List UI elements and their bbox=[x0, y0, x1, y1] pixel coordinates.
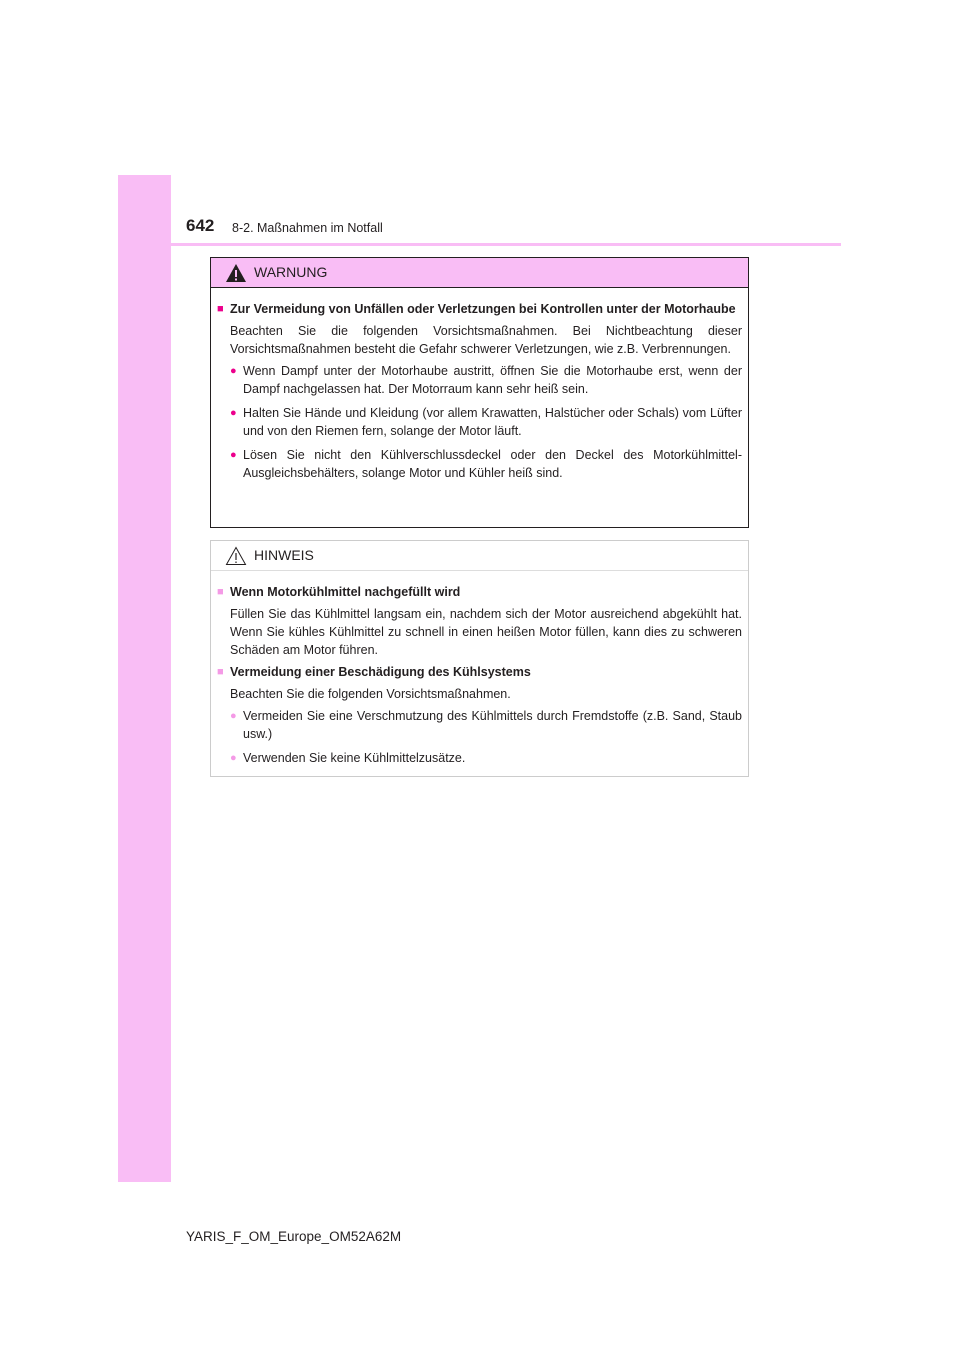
section-title: 8-2. Maßnahmen im Notfall bbox=[232, 221, 383, 235]
caution-triangle-icon bbox=[225, 546, 247, 566]
warning-triangle-icon bbox=[225, 263, 247, 283]
note-box bbox=[210, 540, 749, 777]
note-heading-text: Wenn Motorkühlmittel nachgefüllt wird bbox=[230, 585, 461, 599]
list-item bbox=[217, 446, 742, 482]
warning-title: WARNUNG bbox=[254, 264, 328, 280]
note-paragraph-2: Beachten Sie die folgenden Vorsichtsmaßnahmen. bbox=[230, 687, 511, 701]
list-item-text: Halten Sie Hände und Kleidung (vor allem Krawatten, Halstücher oder Schals) vom Lüfter und von den Riemen fern, solange der Motor läuft. bbox=[243, 406, 742, 438]
list-item bbox=[217, 404, 742, 440]
warning-paragraph: Beachten Sie die folgenden Vorsichtsmaßnahmen. Bei Nichtbeachtung dieser Vorsichtsmaßnahmen besteht die Gefahr schwerer Verletzungen, wie z.B. Verbrennungen. bbox=[230, 324, 742, 356]
square-bullet-icon: ■ bbox=[217, 586, 224, 598]
list-item-text: Vermeiden Sie eine Verschmutzung des Kühlmittels durch Fremdstoffe (z.B. Sand, Staub usw.) bbox=[243, 709, 742, 741]
warning-heading-text: Zur Vermeidung von Unfällen oder Verletzungen bei Kontrollen unter der Motorhaube bbox=[230, 302, 736, 316]
note-title: HINWEIS bbox=[254, 547, 314, 563]
note-heading-text: Vermeidung einer Beschädigung des Kühlsystems bbox=[230, 665, 531, 679]
circle-bullet-icon: ● bbox=[230, 365, 237, 377]
list-item bbox=[217, 749, 742, 767]
square-bullet-icon: ■ bbox=[217, 666, 224, 678]
note-body bbox=[211, 571, 748, 767]
document-code: YARIS_F_OM_Europe_OM52A62M bbox=[186, 1229, 402, 1244]
warning-body bbox=[211, 288, 748, 482]
header-rule bbox=[118, 243, 841, 246]
list-item-text: Wenn Dampf unter der Motorhaube austritt, öffnen Sie die Motorhaube erst, wenn der Dampf nachgelassen hat. Der Motorraum kann sehr heiß sein. bbox=[243, 364, 742, 396]
note-paragraph-1: Füllen Sie das Kühlmittel langsam ein, nachdem sich der Motor ausreichend abgekühlt hat. Wenn Sie kühles Kühlmittel zu schnell in einen heißen Motor füllen, kann dies zu schweren Schäden am Motor führen. bbox=[230, 607, 742, 657]
note-header bbox=[211, 541, 748, 571]
list-item-text: Lösen Sie nicht den Kühlverschlussdeckel oder den Deckel des Motorkühlmittel-Ausgleichsbehälters, solange Motor und Kühler heiß sind. bbox=[243, 448, 742, 480]
side-color-strip bbox=[118, 175, 171, 1182]
warning-header bbox=[211, 258, 748, 288]
circle-bullet-icon: ● bbox=[230, 407, 237, 419]
warning-heading bbox=[217, 300, 742, 318]
list-item-text: Verwenden Sie keine Kühlmittelzusätze. bbox=[243, 751, 466, 765]
note-heading-1 bbox=[217, 583, 742, 601]
note-heading-2 bbox=[217, 663, 742, 681]
warning-box bbox=[210, 257, 749, 528]
list-item bbox=[217, 362, 742, 398]
list-item bbox=[217, 707, 742, 743]
page-number: 642 bbox=[186, 216, 215, 235]
square-bullet-icon: ■ bbox=[217, 303, 224, 315]
circle-bullet-icon: ● bbox=[230, 710, 237, 722]
circle-bullet-icon: ● bbox=[230, 752, 237, 764]
circle-bullet-icon: ● bbox=[230, 449, 237, 461]
